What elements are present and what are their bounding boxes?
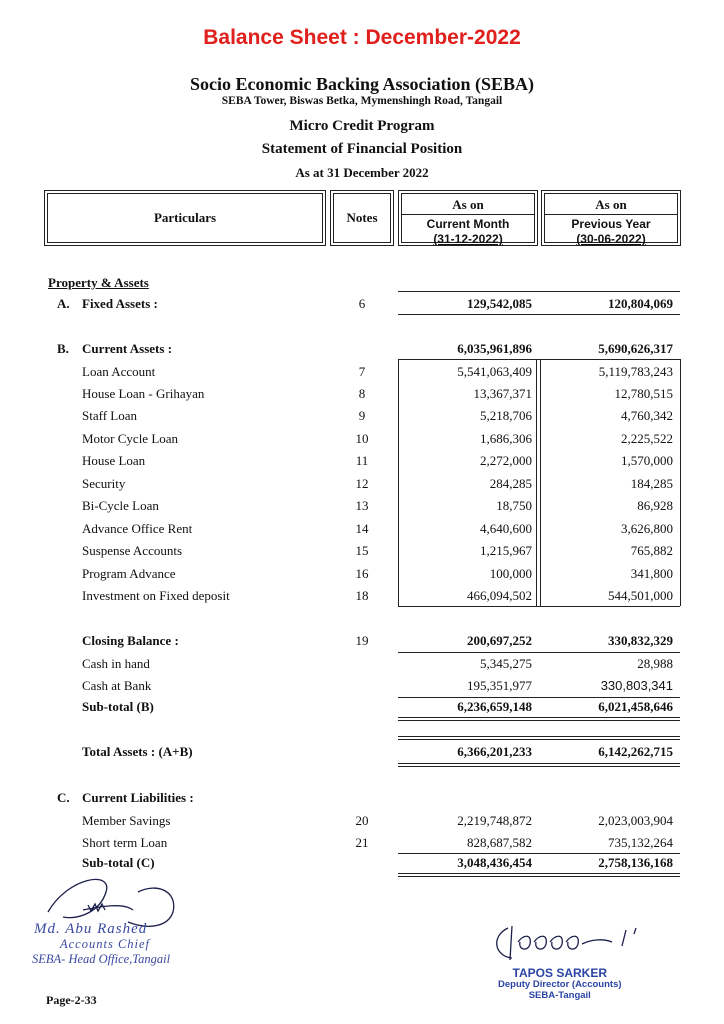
organization-address: SEBA Tower, Biswas Betka, Mymenshingh Road, Tangail — [221, 95, 503, 107]
fixed-assets-row — [0, 296, 724, 316]
asset-item-previous: 341,800 — [630, 566, 673, 581]
short-term-loan-current: 828,687,582 — [467, 835, 532, 850]
asset-item-previous: 4,760,342 — [621, 408, 673, 423]
subtotal-c-previous: 2,758,136,168 — [598, 855, 673, 870]
asset-item-current: 5,541,063,409 — [457, 364, 532, 379]
cash-in-hand-label: Cash in hand — [82, 656, 150, 671]
asset-item-label: Suspense Accounts — [82, 543, 183, 558]
asset-item-row — [0, 588, 724, 608]
asset-item-label: Investment on Fixed deposit — [82, 588, 230, 603]
subtotal-b-double-1 — [398, 717, 680, 718]
property-assets-heading: Property & Assets — [48, 275, 149, 290]
asset-item-previous: 1,570,000 — [621, 453, 673, 468]
left-signatory-title: Accounts Chief — [60, 937, 151, 951]
asset-item-current: 18,750 — [496, 498, 532, 513]
program-name: Micro Credit Program — [289, 118, 435, 134]
subtotal-b-double-2 — [398, 720, 680, 721]
short-term-loan-previous: 735,132,264 — [608, 835, 673, 850]
member-savings-row — [0, 813, 724, 833]
asset-item-current: 4,640,600 — [480, 521, 532, 536]
asset-item-note: 14 — [355, 521, 369, 536]
subtotal-c-double-2 — [398, 876, 680, 877]
asset-item-previous: 765,882 — [630, 543, 673, 558]
fixed-assets-label: Fixed Assets : — [82, 296, 158, 311]
right-signatory-office: SEBA-Tangail — [528, 990, 591, 1001]
asset-item-previous: 2,225,522 — [621, 431, 673, 446]
fixed-assets-previous: 120,804,069 — [608, 296, 673, 311]
total-assets-label: Total Assets : (A+B) — [82, 744, 193, 759]
total-assets-previous: 6,142,262,715 — [598, 744, 673, 759]
asset-item-note: 16 — [355, 566, 369, 581]
subtotal-b-previous: 6,021,458,646 — [598, 699, 673, 714]
asset-item-label: Bi-Cycle Loan — [82, 498, 159, 513]
asset-item-note: 10 — [355, 431, 369, 446]
short-term-loan-note: 21 — [355, 835, 369, 850]
asset-item-previous: 184,285 — [630, 476, 673, 491]
current-liabilities-letter: C. — [57, 790, 70, 805]
current-liabilities-label: Current Liabilities : — [82, 790, 194, 805]
asset-item-label: Loan Account — [82, 364, 156, 379]
asset-item-row — [0, 543, 724, 563]
page-number: Page-2-33 — [46, 993, 97, 1007]
asset-item-note: 18 — [355, 588, 369, 603]
asset-item-row — [0, 476, 724, 496]
closing-balance-note: 19 — [355, 633, 369, 648]
asset-item-previous: 3,626,800 — [621, 521, 673, 536]
current-assets-label: Current Assets : — [82, 341, 173, 356]
current-assets-previous: 5,690,626,317 — [598, 341, 673, 356]
asset-item-current: 13,367,371 — [473, 386, 532, 401]
fixed-assets-note: 6 — [358, 296, 366, 311]
subtotal-b-top-rule — [398, 697, 680, 698]
asset-item-previous: 86,928 — [637, 498, 673, 513]
asset-item-label: House Loan — [82, 453, 146, 468]
asset-item-note: 13 — [355, 498, 369, 513]
current-assets-rule — [398, 359, 680, 360]
asset-item-row — [0, 498, 724, 518]
asset-item-previous: 5,119,783,243 — [598, 364, 673, 379]
asset-item-current: 1,686,306 — [480, 431, 532, 446]
asset-item-row — [0, 521, 724, 541]
asset-item-current: 2,272,000 — [480, 453, 532, 468]
current-assets-row — [0, 341, 724, 361]
particulars-header: Particulars — [153, 210, 217, 225]
total-assets-current: 6,366,201,233 — [457, 744, 532, 759]
asset-item-label: Staff Loan — [82, 408, 137, 423]
cash-at-bank-current: 195,351,977 — [467, 678, 532, 693]
member-savings-previous: 2,023,003,904 — [598, 813, 673, 828]
asset-item-label: Motor Cycle Loan — [82, 431, 179, 446]
closing-balance-row — [0, 633, 724, 653]
organization-name: Socio Economic Backing Association (SEBA) — [189, 74, 535, 94]
asset-item-note: 8 — [358, 386, 366, 401]
short-term-loan-label: Short term Loan — [82, 835, 168, 850]
total-assets-row — [0, 744, 724, 764]
asset-item-note: 9 — [358, 408, 366, 423]
subtotal-b-current: 6,236,659,148 — [457, 699, 532, 714]
subtotal-c-double-1 — [398, 873, 680, 874]
statement-title: Statement of Financial Position — [261, 141, 463, 157]
closing-rule — [398, 652, 680, 653]
member-savings-note: 20 — [355, 813, 369, 828]
previous-year-date: (30-06-2022) — [576, 232, 646, 246]
current-assets-current: 6,035,961,896 — [457, 341, 532, 356]
asset-item-previous: 544,501,000 — [608, 588, 673, 603]
asset-item-current: 1,215,967 — [480, 543, 532, 558]
cash-at-bank-previous: 330,803,341 — [600, 678, 673, 693]
left-signatory-office: SEBA- Head Office,Tangail — [32, 952, 171, 966]
asset-item-row — [0, 453, 724, 473]
current-liabilities-row — [0, 790, 724, 810]
subtotal-b-label: Sub-total (B) — [82, 699, 154, 714]
asset-item-label: Advance Office Rent — [82, 521, 193, 536]
cash-at-bank-label: Cash at Bank — [82, 678, 152, 693]
asset-item-previous: 12,780,515 — [614, 386, 673, 401]
short-term-loan-row — [0, 835, 724, 855]
asset-item-row — [0, 566, 724, 586]
fixed-assets-current: 129,542,085 — [467, 296, 532, 311]
current-as-on: As on — [452, 197, 484, 212]
left-signatory-block — [32, 922, 170, 967]
fixed-top-rule — [398, 291, 680, 292]
cash-in-hand-previous: 28,988 — [637, 656, 673, 671]
asset-item-note: 7 — [358, 364, 366, 379]
closing-balance-previous: 330,832,329 — [608, 633, 673, 648]
closing-balance-label: Closing Balance : — [82, 633, 179, 648]
asset-item-row — [0, 408, 724, 428]
closing-balance-current: 200,697,252 — [467, 633, 532, 648]
asset-item-label: House Loan - Grihayan — [82, 386, 205, 401]
cash-in-hand-current: 5,345,275 — [480, 656, 532, 671]
fixed-assets-letter: A. — [57, 296, 70, 311]
subtotal-b-row — [0, 699, 724, 719]
subtotal-c-label: Sub-total (C) — [82, 855, 155, 870]
previous-as-on: As on — [595, 197, 627, 212]
right-signatory-title: Deputy Director (Accounts) — [498, 979, 622, 990]
total-bottom-rule-2 — [398, 766, 680, 767]
right-signature-scribble — [486, 918, 656, 966]
subtotal-c-top-rule — [398, 853, 680, 854]
asset-item-row — [0, 431, 724, 451]
right-signatory-name: TAPOS SARKER — [512, 966, 607, 980]
asset-item-label: Program Advance — [82, 566, 176, 581]
asset-item-row — [0, 364, 724, 384]
current-assets-letter: B. — [57, 341, 69, 356]
page-title: Balance Sheet : December-2022 — [203, 26, 521, 49]
asset-item-current: 284,285 — [489, 476, 532, 491]
notes-header: Notes — [346, 210, 378, 225]
member-savings-current: 2,219,748,872 — [457, 813, 532, 828]
asset-item-note: 11 — [355, 453, 369, 468]
asset-item-note: 15 — [355, 543, 369, 558]
cash-in-hand-row — [0, 656, 724, 676]
total-top-rule-1 — [398, 736, 680, 737]
previous-header-divider — [544, 214, 678, 215]
current-header-divider — [401, 214, 535, 215]
left-signatory-name: Md. Abu Rashed — [34, 921, 148, 937]
asset-item-current: 5,218,706 — [480, 408, 532, 423]
as-at-date: As at 31 December 2022 — [295, 165, 429, 180]
previous-year-label: Previous Year — [571, 217, 651, 231]
total-top-rule-2 — [398, 739, 680, 740]
asset-item-current: 100,000 — [489, 566, 532, 581]
asset-item-label: Security — [82, 476, 126, 491]
asset-item-current: 466,094,502 — [467, 588, 532, 603]
asset-item-note: 12 — [355, 476, 369, 491]
current-month-label: Current Month — [426, 217, 510, 231]
right-signatory-block — [498, 968, 622, 1001]
current-month-date: (31-12-2022) — [433, 232, 503, 246]
asset-item-row — [0, 386, 724, 406]
fixed-bottom-rule — [398, 314, 680, 315]
total-bottom-rule-1 — [398, 763, 680, 764]
cash-at-bank-row — [0, 678, 724, 698]
subtotal-c-current: 3,048,436,454 — [457, 855, 532, 870]
member-savings-label: Member Savings — [82, 813, 171, 828]
